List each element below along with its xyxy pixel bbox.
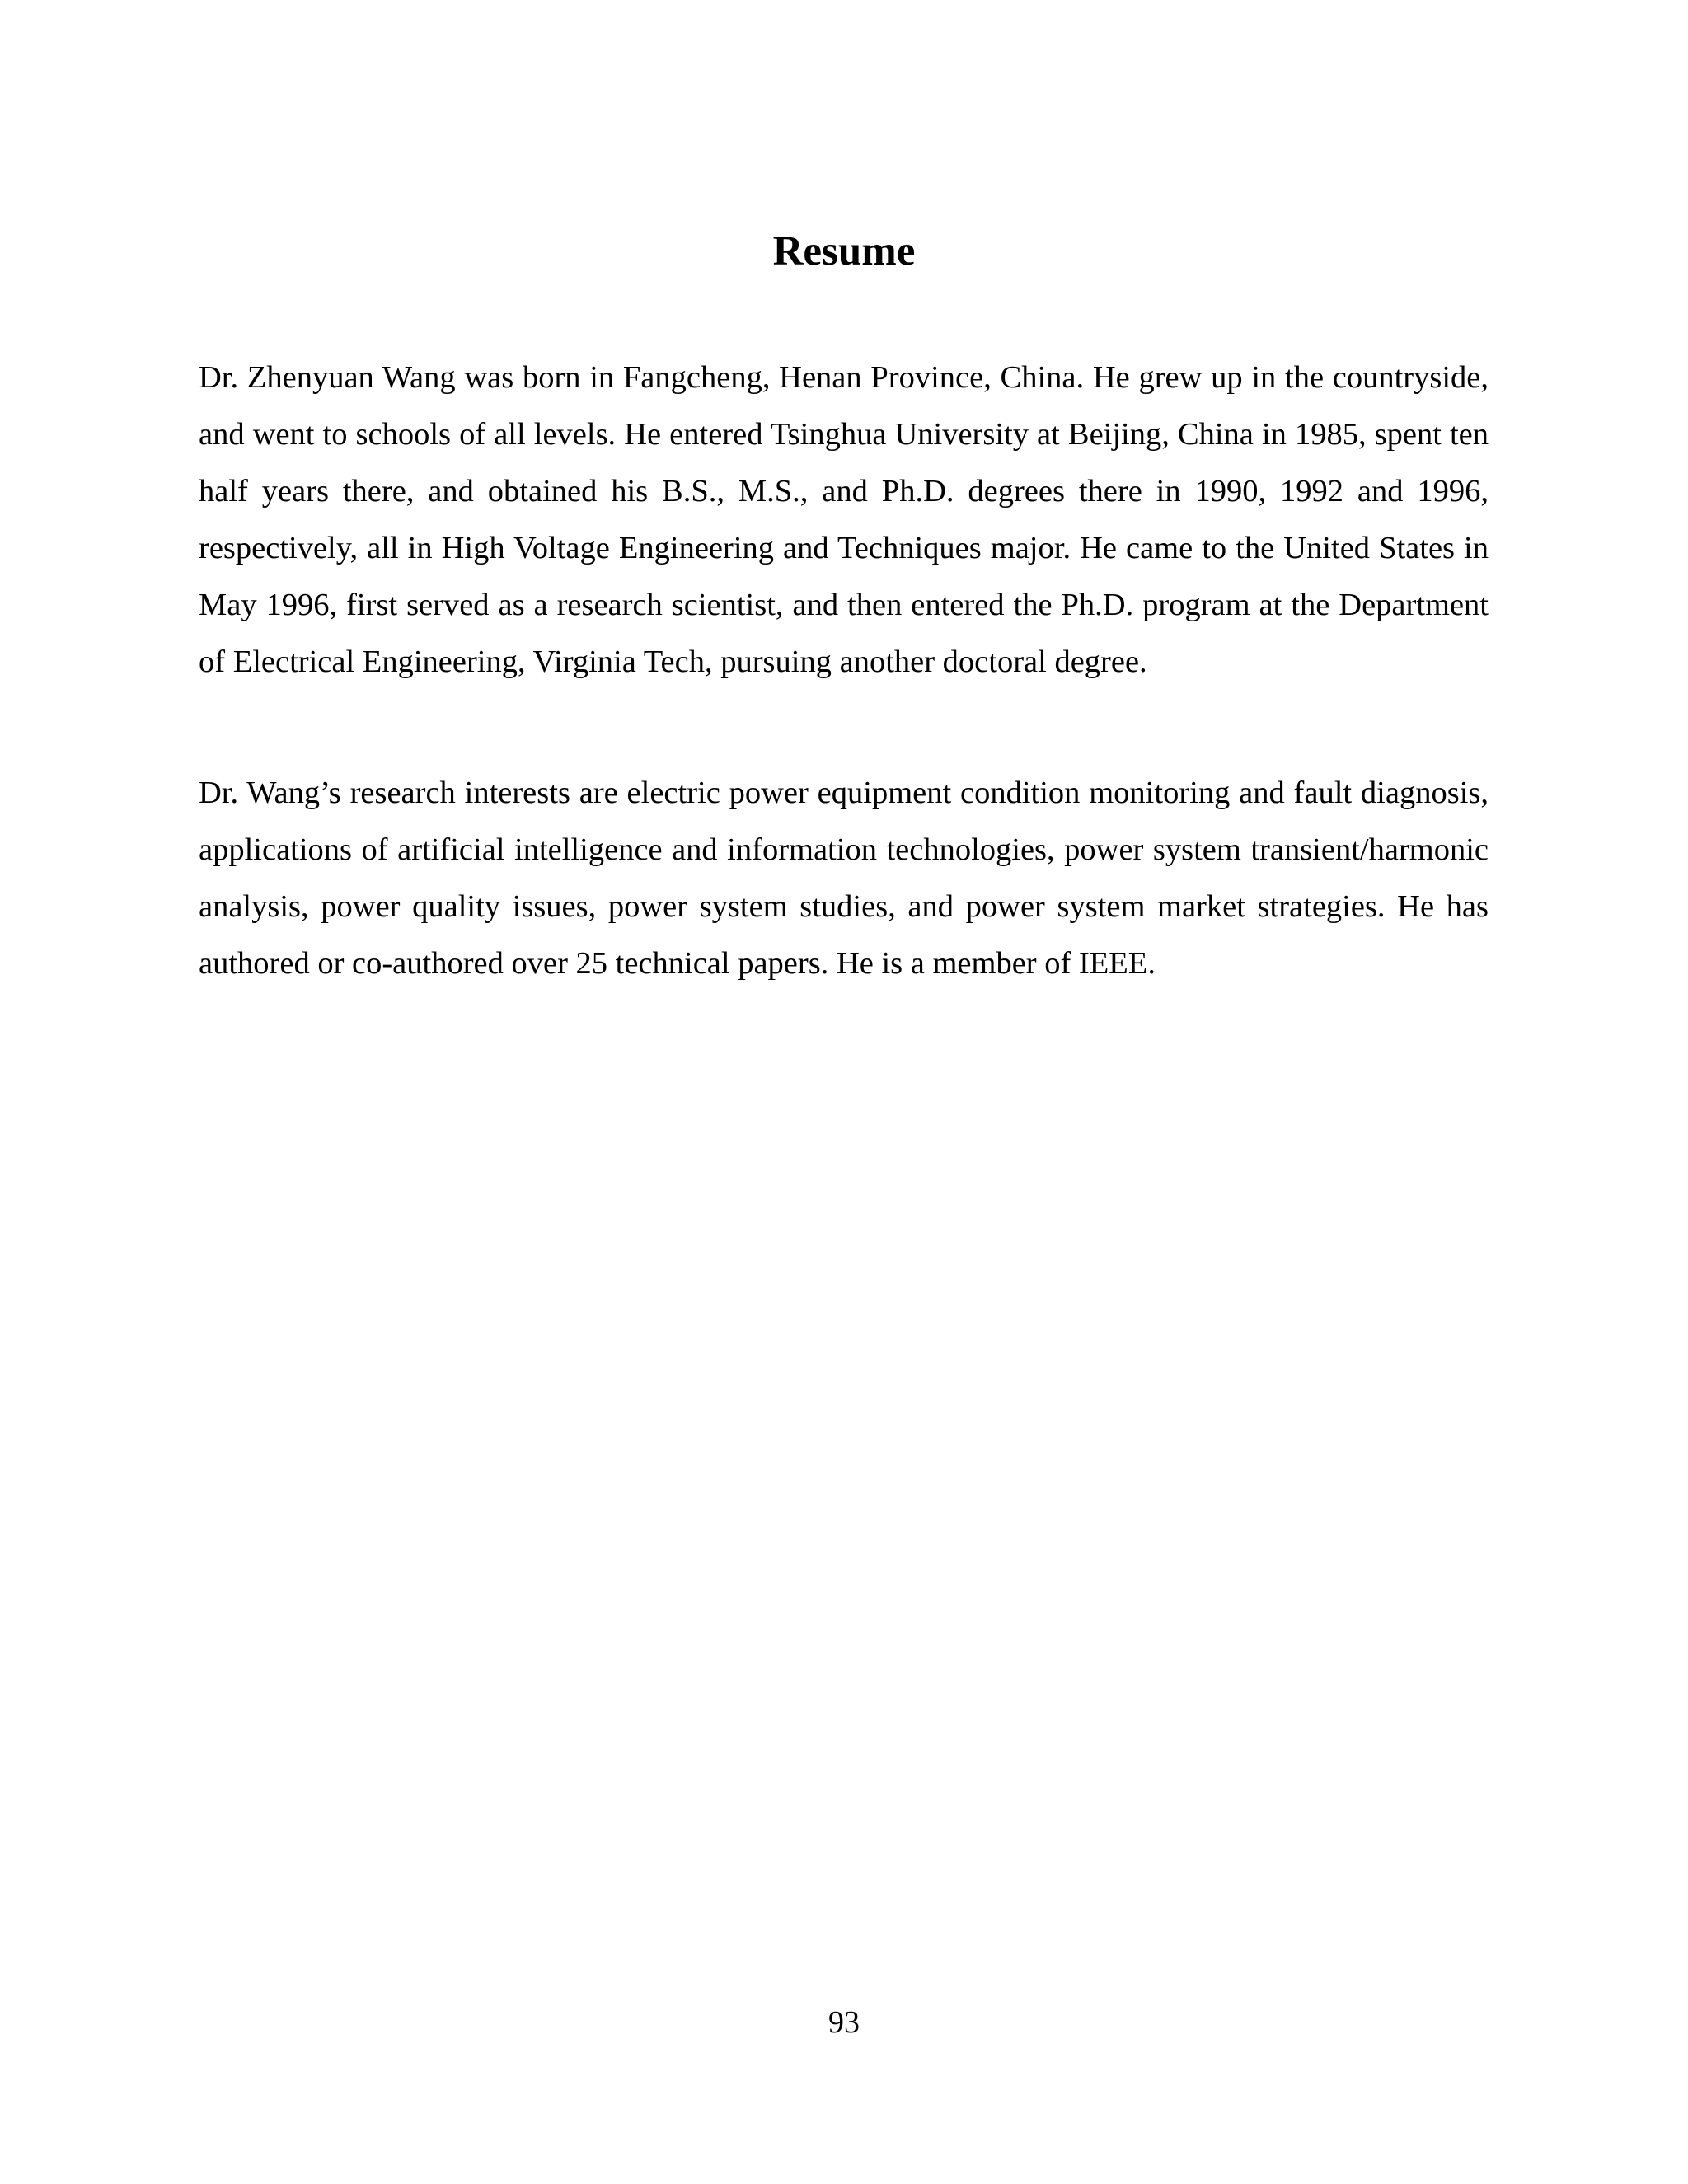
paragraph-education: Dr. Zhenyuan Wang was born in Fangcheng, Henan Province, China. He grew up in the countryside, and went to schools of all levels. He entered Tsinghua University at Beijing, China in 1985, spent ten half years there, and obtained his B.S., M.S., and Ph.D. degrees there in 1990, 1992 and 1996, respectively, all in High Voltage Engineering and Techniques major. He came to the United States in May 1996, first served as a research scientist, and then entered the Ph.D. program at the Department of Electrical Engineering, Virginia Tech, pursuing another doctoral degree. — [199, 360, 1489, 679]
page-title: Resume — [772, 228, 916, 274]
paragraph-research: Dr. Wang’s research interests are electric power equipment condition monitoring and fault diagnosis, applications of artificial intelligence and information technologies, power system transient/harmonic analysis, power quality issues, power system studies, and power system market strategies. He has authored or co-authored over 25 technical papers. He is a member of IEEE. — [199, 776, 1489, 981]
page-number: 93 — [828, 2005, 860, 2040]
